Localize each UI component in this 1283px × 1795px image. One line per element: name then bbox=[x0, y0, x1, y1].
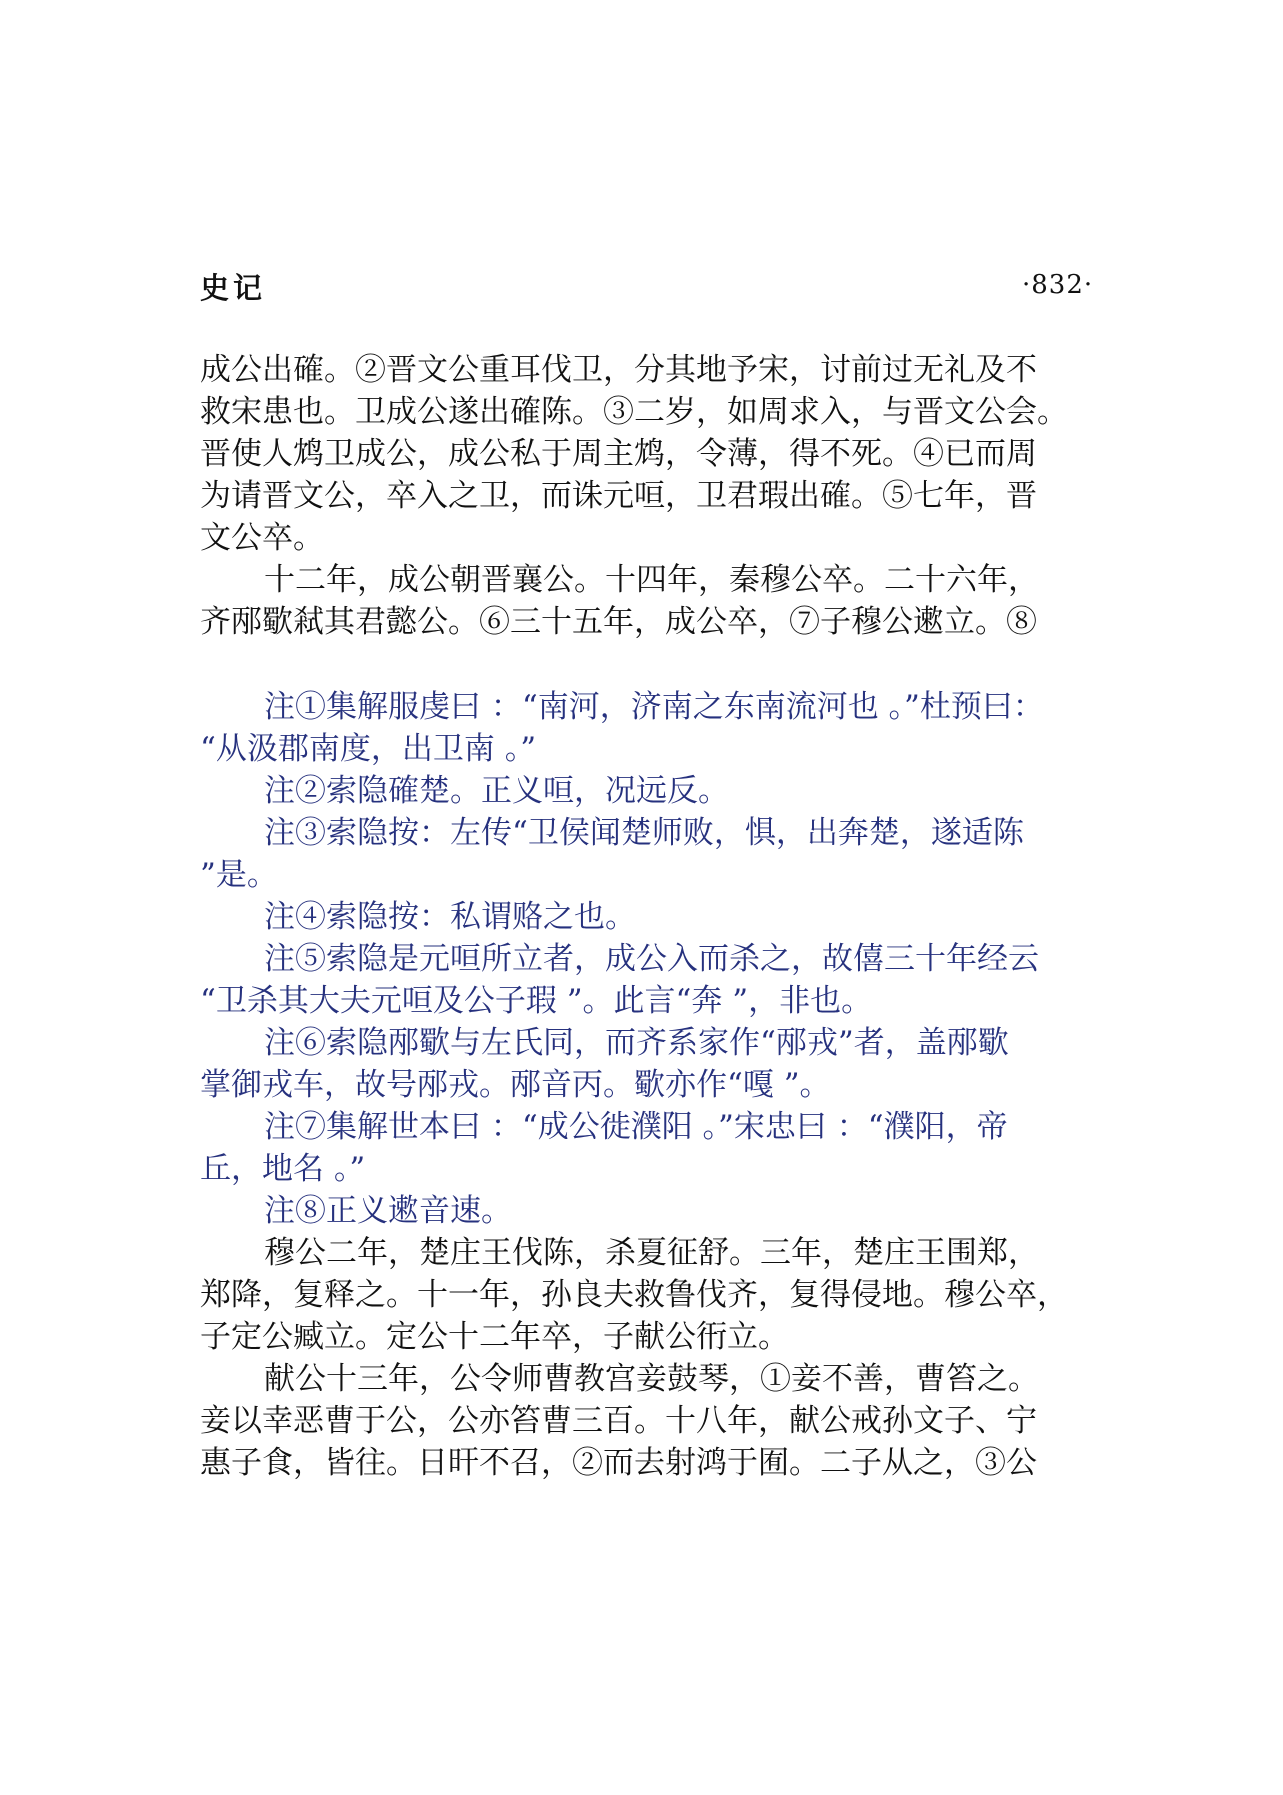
text-line: 齐邴歜弒其君懿公。⑥三十五年，成公卒，⑦子穆公遬立。⑧ bbox=[200, 604, 1037, 640]
note-line: ”是。 bbox=[200, 857, 278, 893]
text-line: 子定公臧立。定公十二年卒，子献公衎立。 bbox=[200, 1319, 789, 1355]
paragraph-start-line: 献公十三年，公令师曹教宫妾鼓琴，①妾不善，曹笞之。 bbox=[264, 1361, 1039, 1397]
text-line: 成公出確。②晋文公重耳伐卫，分其地予宋，讨前过无礼及不 bbox=[200, 352, 1037, 388]
note-line: 注③索隐按：左传“卫侯闻楚师败，惧，出奔楚，遂适陈 bbox=[264, 815, 1024, 851]
text-line: 救宋患也。卫成公遂出確陈。③二岁，如周求入，与晋文公会。 bbox=[200, 394, 1068, 430]
text-line: 妾以幸恶曹于公，公亦笞曹三百。十八年，献公戒孙文子、宁 bbox=[200, 1403, 1037, 1439]
note-line: 注⑧正义遬音速。 bbox=[264, 1193, 512, 1229]
note-line: 注④索隐按：私谓赂之也。 bbox=[264, 899, 636, 935]
note-line: 丘，地名 。” bbox=[200, 1151, 366, 1187]
text-line: 晋使人鸩卫成公，成公私于周主鸩，令薄，得不死。④已而周 bbox=[200, 436, 1037, 472]
page-number: ·832· bbox=[1022, 270, 1094, 300]
note-line: “从汲郡南度，出卫南 。” bbox=[200, 731, 537, 767]
note-line: 注⑤索隐是元咺所立者，成公入而杀之，故僖三十年经云 bbox=[264, 941, 1039, 977]
text-line: 惠子食，皆往。日旰不召，②而去射鸿于囿。二子从之，③公 bbox=[200, 1445, 1037, 1481]
paragraph-start-line: 十二年，成公朝晋襄公。十四年，秦穆公卒。二十六年， bbox=[264, 562, 1039, 598]
text-line: 文公卒。 bbox=[200, 520, 324, 556]
note-line: 注⑥索隐邴歜与左氏同，而齐系家作“邴戎”者，盖邴歜 bbox=[264, 1025, 1009, 1061]
note-line: “卫杀其大夫元咺及公子瑕 ”。此言“奔 ”，非也。 bbox=[200, 983, 873, 1019]
running-title: 史记 bbox=[200, 271, 267, 305]
note-line: 注⑦集解世本曰 ：“成公徙濮阳 。”宋忠曰 ：“濮阳，帝 bbox=[264, 1109, 1008, 1145]
note-line: 掌御戎车，故号邴戎。邴音丙。歜亦作“嘎 ”。 bbox=[200, 1067, 831, 1103]
note-line: 注①集解服虔曰 ：“南河，济南之东南流河也 。”杜预曰： bbox=[264, 689, 1044, 725]
text-line: 为请晋文公，卒入之卫，而诛元咺，卫君瑕出確。⑤七年，晋 bbox=[200, 478, 1037, 514]
paragraph-start-line: 穆公二年，楚庄王伐陈，杀夏征舒。三年，楚庄王围郑， bbox=[264, 1235, 1039, 1271]
text-line: 郑降，复释之。十一年，孙良夫救鲁伐齐，复得侵地。穆公卒， bbox=[200, 1277, 1068, 1313]
note-line: 注②索隐確楚。正义咺，况远反。 bbox=[264, 773, 729, 809]
